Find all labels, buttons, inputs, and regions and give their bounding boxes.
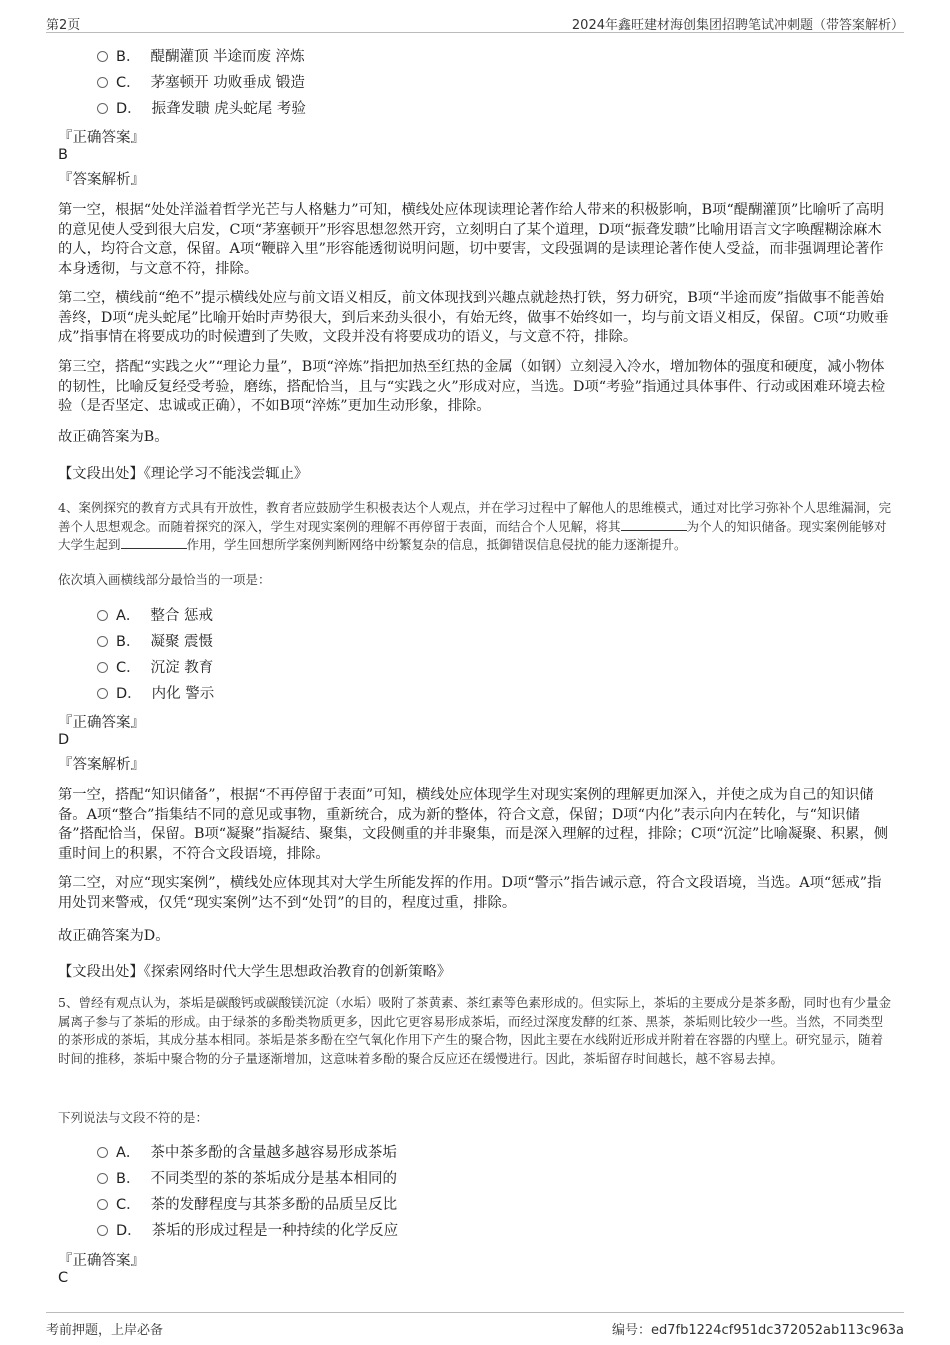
radio-icon[interactable] [97, 662, 108, 673]
radio-icon[interactable] [97, 51, 108, 62]
q5-option-d[interactable]: D． 茶垢的形成过程是一种持续的化学反应 [97, 1220, 398, 1242]
q3-option-b[interactable]: B． 醍醐灌顶 半途而废 淬炼 [97, 46, 305, 68]
radio-icon[interactable] [97, 77, 108, 88]
q4-option-b[interactable]: B． 凝聚 震慑 [97, 631, 213, 653]
page-footer [46, 1312, 904, 1339]
q4-blank-2 [121, 536, 187, 549]
q5-answer: C [58, 1270, 69, 1286]
radio-icon[interactable] [97, 1199, 108, 1210]
page-header [46, 10, 904, 33]
q3-analysis-p1: 第一空，根据“处处洋溢着哲学光芒与人格魅力”可知，横线处应体现读理论著作给人带来的积极影响，B项“醍醐灌顶”比喻听了高明的意见使人受到很大启发，C项“茅塞顿开”形容思想忽然开窍，立刻明白了某个道理，D项“振聋发聩”比喻用语言文字唤醒糊涂麻木的人，均符合文意，保留。A项“鞭辟入里”形容能透彻说明问题，切中要害，文段强调的是读理论著作使人受益，而非强调理论著作本身透彻，与文意不符，排除。 [58, 202, 885, 277]
q3-analysis-p2: 第二空，横线前“绝不”提示横线处应与前文语义相反，前文体现找到兴趣点就趁热打铁，努力研究，B项“半途而废”指做事不能善始善终，D项“虎头蛇尾”比喻开始时声势很大，到后来劲头很小，有始无终，做事不始终如一，均与前文语义相反，保留。C项“功败垂成”指事情在将要成功的时候遭到了失败，文段并没有将要成功的语义，与文意不符，排除。 [58, 290, 889, 345]
q3-analysis-p3: 第三空，搭配“实践之火”“理论力量”，B项“淬炼”指把加热至红热的金属（如钢）立刻浸入冷水，增加物体的强度和硬度，减小物体的韧性，比喻反复经受考验，磨练，搭配恰当，且与“实践之火”形成对应，当选。D项“考验”指通过具体事件、行动或困难环境去检验（是否坚定、忠诚或正确），不如B项“淬炼”更加生动形象，排除。 [58, 359, 886, 414]
q4-answer-label: 『正确答案』 [58, 715, 145, 731]
q5-option-a[interactable]: A． 茶中茶多酚的含量越多越容易形成茶垢 [97, 1142, 397, 1164]
q4-option-c[interactable]: C． 沉淀 教育 [97, 657, 213, 679]
radio-icon[interactable] [97, 636, 108, 647]
radio-icon[interactable] [97, 688, 108, 699]
radio-icon[interactable] [97, 610, 108, 621]
document-title: 2024年鑫旺建材海创集团招聘笔试冲刺题（带答案解析） [571, 18, 904, 33]
q3-option-d[interactable]: D． 振聋发聩 虎头蛇尾 考验 [97, 98, 306, 120]
q5-prompt: 下列说法与文段不符的是： [58, 1110, 209, 1125]
q3-answer: B [58, 147, 68, 163]
q4-analysis-p1: 第一空，搭配“知识储备”，根据“不再停留于表面”可知，横线处应体现学生对现实案例的理解更加深入，并使之成为自己的知识储备。A项“整合”指集结不同的意见或事物，重新统合，成为新的整体，符合文意，保留；D项“内化”表示向内在转化，与“知识储备”搭配恰当，保留。B项“凝聚”指凝结、聚集，文段侧重的并非聚集，而是深入理解的过程，排除；C项“沉淀”比喻凝聚、积累，侧重时间上的积累，不符合文段语境，排除。 [58, 787, 889, 862]
q5-option-c[interactable]: C． 茶的发酵程度与其茶多酚的品质呈反比 [97, 1194, 397, 1216]
radio-icon[interactable] [97, 1225, 108, 1236]
q4-analysis-conclusion: 故正确答案为D。 [58, 928, 170, 944]
q4-blank-1 [621, 518, 687, 531]
q4-analysis-label: 『答案解析』 [58, 757, 145, 773]
q3-option-c[interactable]: C． 茅塞顿开 功败垂成 锻造 [97, 72, 305, 94]
q4-option-a[interactable]: A． 整合 惩戒 [97, 605, 213, 627]
q4-source: 【文段出处】《探索网络时代大学生思想政治教育的创新策略》 [58, 964, 452, 980]
q5-answer-label: 『正确答案』 [58, 1253, 145, 1269]
footer-slogan: 考前押题，上岸必备 [46, 1323, 164, 1338]
q5-stem: 5、曾经有观点认为，茶垢是碳酸钙或碳酸镁沉淀（水垢）吸附了茶黄素、茶红素等色素形成的。但实际上，茶垢的主要成分是茶多酚，同时也有少量金属离子参与了茶垢的形成。由于绿茶的多酚类物质更多，因此它更容易形成茶垢，而经过深度发酵的红茶、黑茶，茶垢则比较少一些。当然，不同类型的茶形成的茶垢，其成分基本相同。茶垢是茶多酚在空气氧化作用下产生的聚合物，因此主要在水线附近形成并附着在容器的内壁上。研究显示，随着时间的推移，茶垢中聚合物的分子量逐渐增加，这意味着多酚的聚合反应还在缓慢进行。因此，茶垢留存时间越长，越不容易去掉。 [58, 995, 891, 1066]
q4-answer: D [58, 732, 70, 748]
q4-analysis-p2: 第二空，对应“现实案例”，横线处应体现其对大学生所能发挥的作用。D项“警示”指告诫示意，符合文段语境，当选。A项“惩戒”指用处罚来警戒，仅凭“现实案例”达不到“处罚”的目的，程度过重，排除。 [58, 875, 882, 911]
radio-icon[interactable] [97, 1147, 108, 1158]
q4-option-d[interactable]: D． 内化 警示 [97, 683, 214, 705]
document-code: 编号：ed7fb1224cf951dc372052ab113c963a [612, 1323, 904, 1338]
radio-icon[interactable] [97, 1173, 108, 1184]
q3-analysis-conclusion: 故正确答案为B。 [58, 429, 169, 445]
q4-prompt: 依次填入画横线部分最恰当的一项是： [58, 572, 271, 587]
page-number: 第2页 [46, 18, 81, 33]
q3-analysis-label: 『答案解析』 [58, 172, 145, 188]
radio-icon[interactable] [97, 103, 108, 114]
q3-source: 【文段出处】《理论学习不能浅尝辄止》 [58, 466, 309, 482]
q3-answer-label: 『正确答案』 [58, 130, 145, 146]
q4-stem: 4、案例探究的教育方式具有开放性，教育者应鼓励学生积极表达个人观点，并在学习过程中了解他人的思维模式，通过对比学习弥补个人思维漏洞，完善个人思想观念。而随着探究的深入，学生对现实案例的理解不再停留于表面，而结合个人见解，将其 为个人的知识储备。现实案例能够对大学生起到 作用，学生回想所学案例判断网络中纷繁复杂的信息，抵御错误信息侵扰的能力逐渐提升。 [58, 500, 891, 552]
q5-option-b[interactable]: B． 不同类型的茶的茶垢成分是基本相同的 [97, 1168, 397, 1190]
